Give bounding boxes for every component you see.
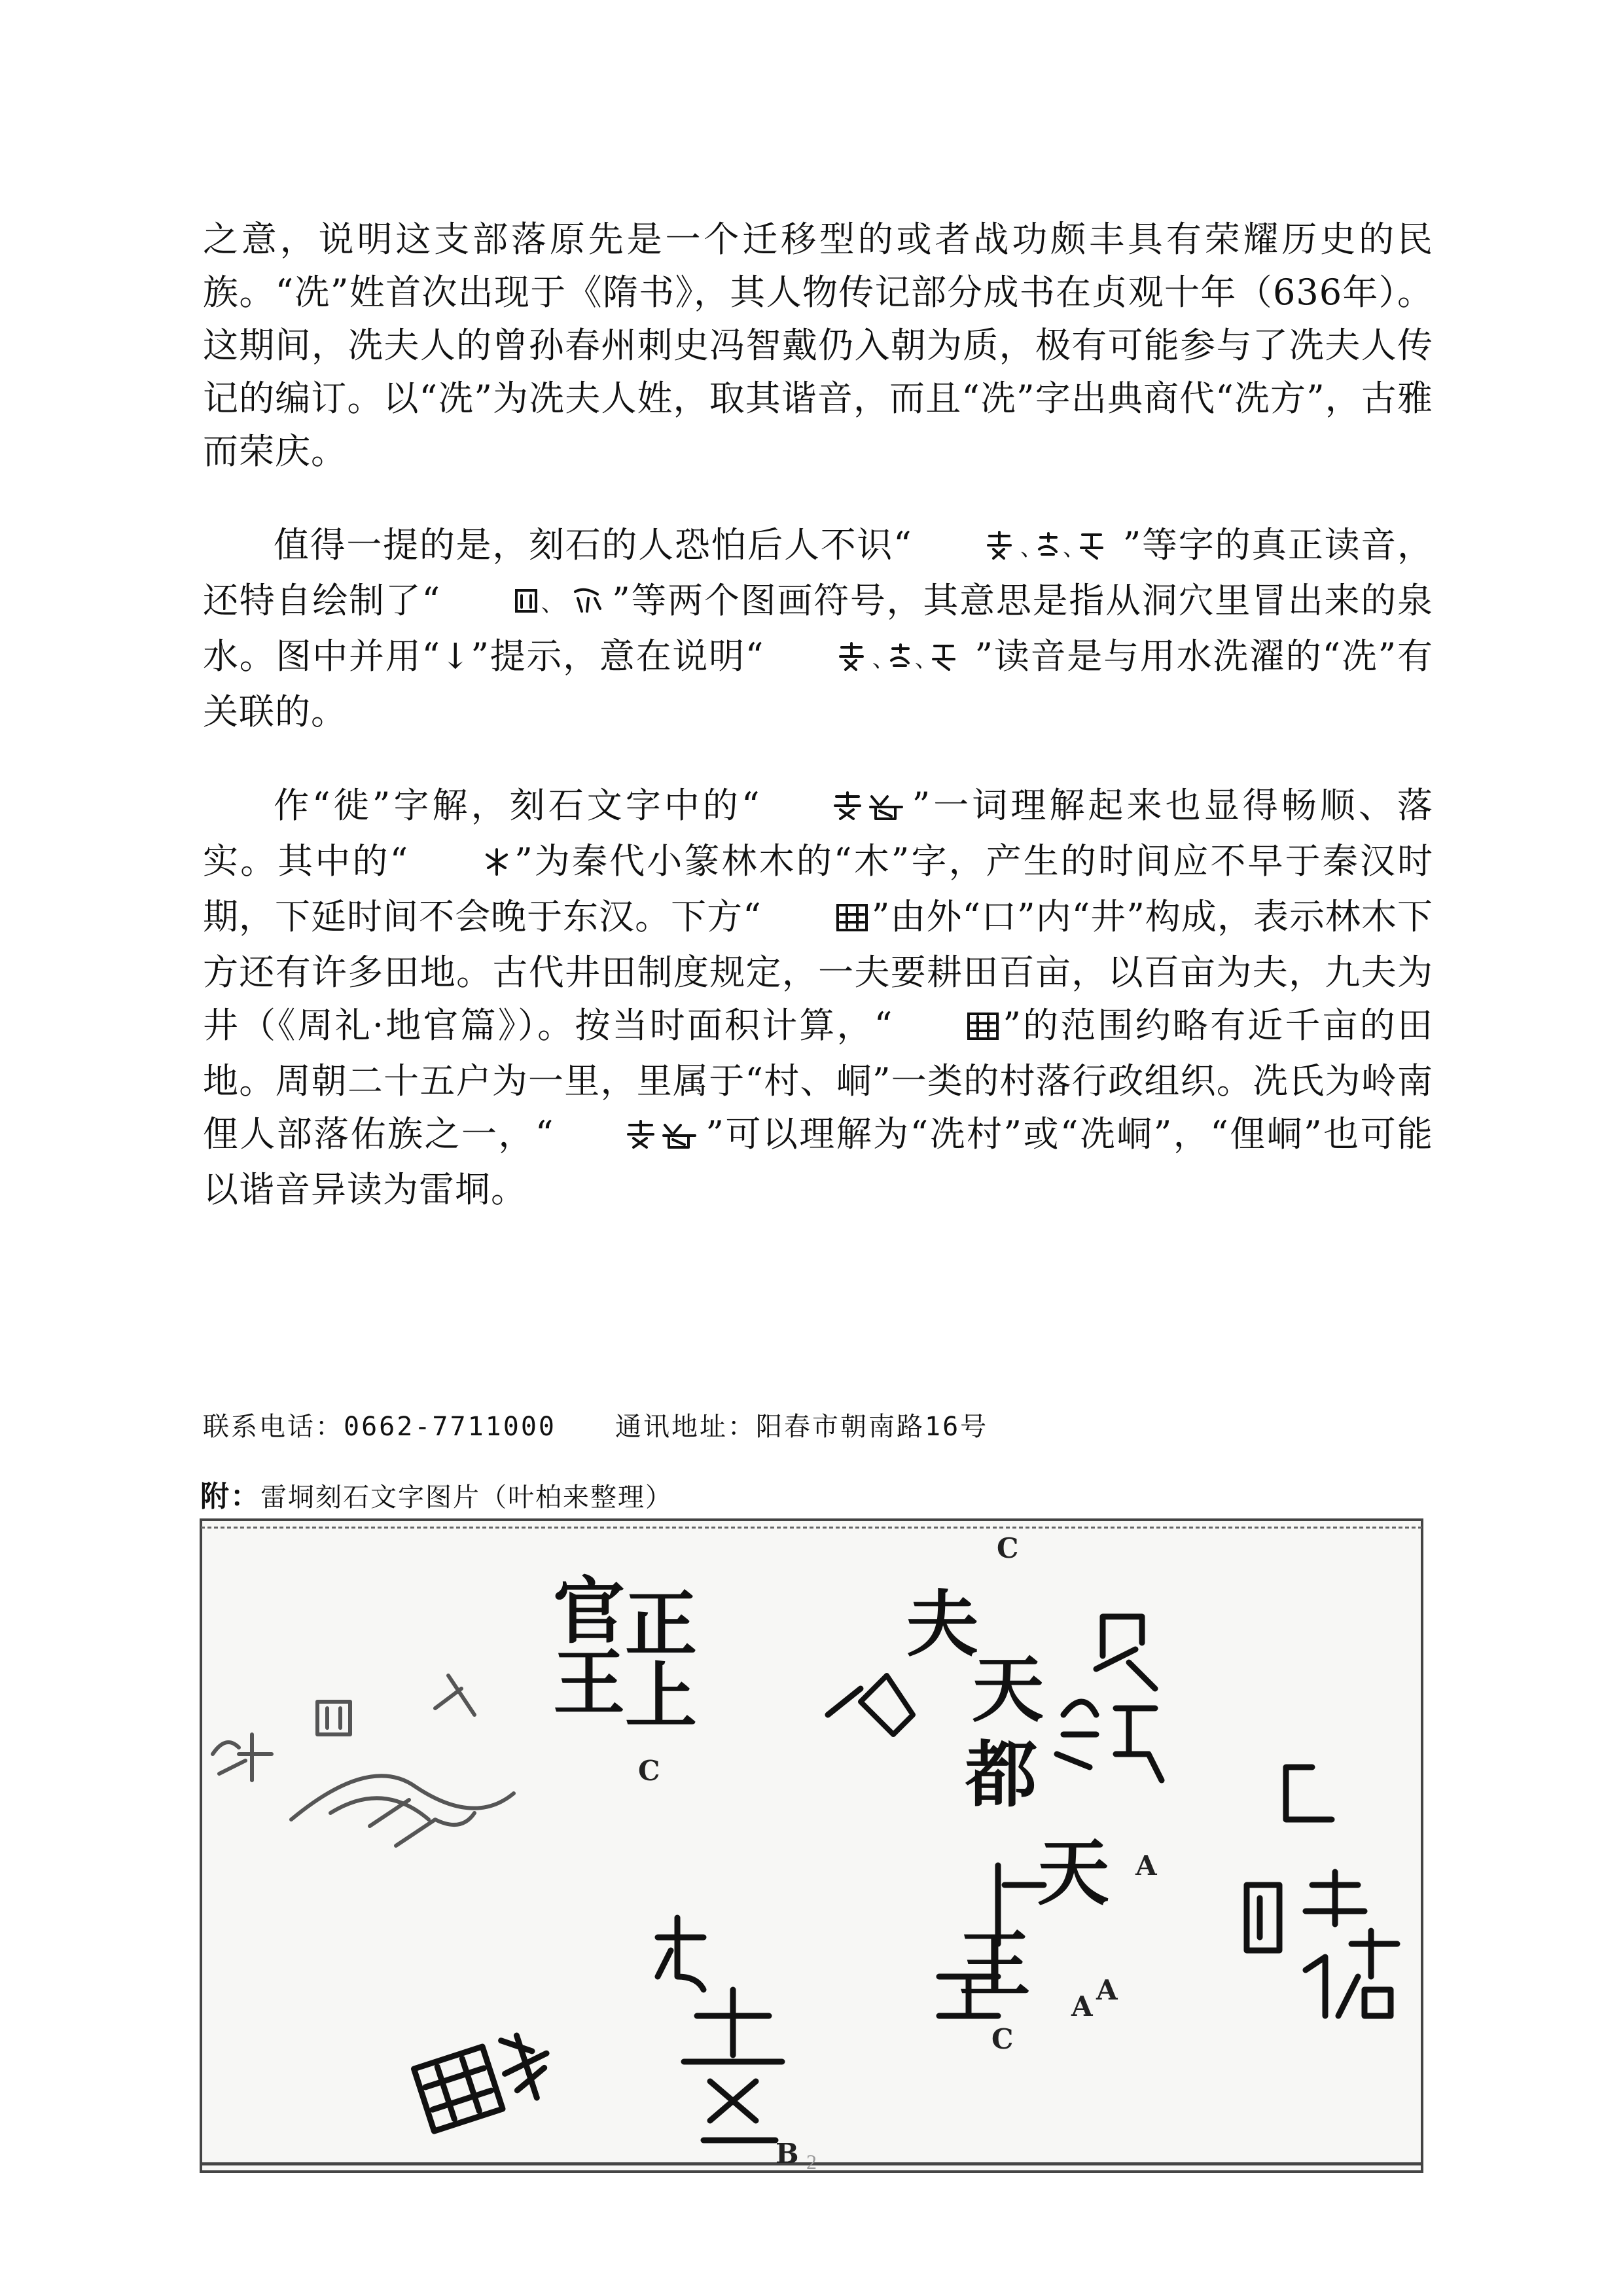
inscription-char-dou: 都 bbox=[965, 1733, 1037, 1817]
paragraph-1: 之意，说明这支部落原先是一个迁移型的或者战功颇丰具有荣耀历史的民族。“冼”姓首次出现于《隋书》，其人物传记部分成书在贞观十年（636年）。这期间，冼夫人的曾孙春州刺史冯智戴仍入朝为质，极有可能参与了冼夫人传记的编订。以“冼”为冼夫人姓，取其谐音，而且“冼”字出典商代“冼方”，古雅而荣庆。 bbox=[203, 219, 1433, 472]
label-c-left: C bbox=[638, 1755, 660, 1787]
svg-text:、: 、 bbox=[541, 591, 565, 617]
inscription-char-fu: 夫 bbox=[906, 1583, 978, 1666]
inscription-char-wang: 王 bbox=[553, 1641, 625, 1725]
appendix-caption-text: 雷垌刻石文字图片（叶柏来整理） bbox=[260, 1482, 673, 1513]
label-a-low-2: A bbox=[1071, 1990, 1093, 2022]
paragraph-3-text-2: ”一词理解起来也显得畅顺、落实。其中的“ bbox=[203, 785, 1433, 882]
paragraph-3-text-4: ”由外“口”内“井”构成，表示林木下方还有许多田地。古代井田制度规定，一夫要耕田百亩，以百亩为夫，九夫为井（《周礼·地官篇》）。按当时面积计算，“ bbox=[203, 896, 1434, 1046]
xian-glyph-group-icon bbox=[914, 521, 1122, 574]
paragraph-3-text-3: ”为秦代小篆林木的“木”字，产生的时间应不早于秦汉时期，下延时间不会晚于东汉。下方“ bbox=[203, 840, 1433, 937]
label-b-bottom: B bbox=[776, 2138, 799, 2170]
paragraph-2-text-4: ”提示，意在说明“ bbox=[471, 636, 764, 677]
paragraph-2-text-2: ”等字的真正读音，还特自绘制了“ bbox=[203, 524, 1433, 621]
label-c-top: C bbox=[997, 1532, 1019, 1564]
paragraph-3 bbox=[203, 779, 1433, 1216]
xian-dong-glyph-icon bbox=[762, 781, 911, 834]
inscription-char-tian: 天 bbox=[972, 1648, 1044, 1732]
label-c-bottom: C bbox=[991, 2023, 1014, 2055]
seal-wood-glyph-icon bbox=[410, 837, 513, 890]
inscription-char-wang-2: 王 bbox=[959, 1923, 1031, 2007]
appendix-label: 附： bbox=[200, 1480, 260, 1513]
contact-line bbox=[203, 1406, 1047, 1443]
paragraph-2-text-1: 值得一提的是，刻石的人恐怕后人不识“ bbox=[274, 524, 912, 565]
field-well-glyph-icon-2 bbox=[894, 1001, 1001, 1054]
xian-dong-glyph-icon-2 bbox=[555, 1110, 704, 1163]
down-arrow-symbol: ↓ bbox=[440, 636, 471, 677]
inscription-char-shang: 上 bbox=[625, 1655, 697, 1738]
xian-glyph-group-icon-2 bbox=[766, 632, 974, 685]
appendix-caption bbox=[200, 1473, 673, 1515]
label-a-right: A bbox=[1135, 1850, 1157, 1882]
paragraph-3-text-1: 作“徙”字解，刻石文字中的“ bbox=[274, 785, 760, 826]
field-well-glyph-icon bbox=[763, 893, 870, 946]
paragraph-3-text-5: ”的范围约略有近千亩的田地。周朝二十五户为一里，里属于“村、峒”一类的村落行政组织。冼氏为岭南俚人部落佑族之一，“ bbox=[203, 1005, 1433, 1155]
svg-text:、: 、 bbox=[1020, 535, 1043, 562]
inscription-char-zheng: 正 bbox=[625, 1583, 697, 1666]
page-number: 2 bbox=[806, 2150, 817, 2174]
inscription-image bbox=[200, 1518, 1423, 2173]
paragraph-2-text-3: ”等两个图画符号，其意思是指从洞穴里冒出来的泉水。图中并用“ bbox=[203, 580, 1433, 677]
inscription-char-tian-2: 天 bbox=[1037, 1831, 1109, 1915]
inscription-char-guan: 官 bbox=[553, 1570, 625, 1653]
mailing-address: 通讯地址：阳春市朝南路16号 bbox=[615, 1412, 989, 1442]
svg-text:、: 、 bbox=[1062, 535, 1086, 562]
phone-number: 联系电话：0662-7711000 bbox=[203, 1412, 556, 1442]
paragraph-3-text-6: ”可以理解为“冼村”或“冼峒”，“俚峒”也可能以谐音异读为雷垌。 bbox=[203, 1113, 1433, 1210]
svg-text:、: 、 bbox=[914, 647, 938, 673]
paragraph-2 bbox=[203, 518, 1433, 738]
svg-text:、: 、 bbox=[872, 647, 895, 673]
label-a-low: A bbox=[1096, 1974, 1118, 2006]
body-text bbox=[203, 213, 1433, 1216]
spring-pictograph-icon bbox=[442, 577, 611, 630]
paragraph-2-text-5: ”读音是与用水洗濯的“冼”有关联的。 bbox=[203, 636, 1433, 732]
